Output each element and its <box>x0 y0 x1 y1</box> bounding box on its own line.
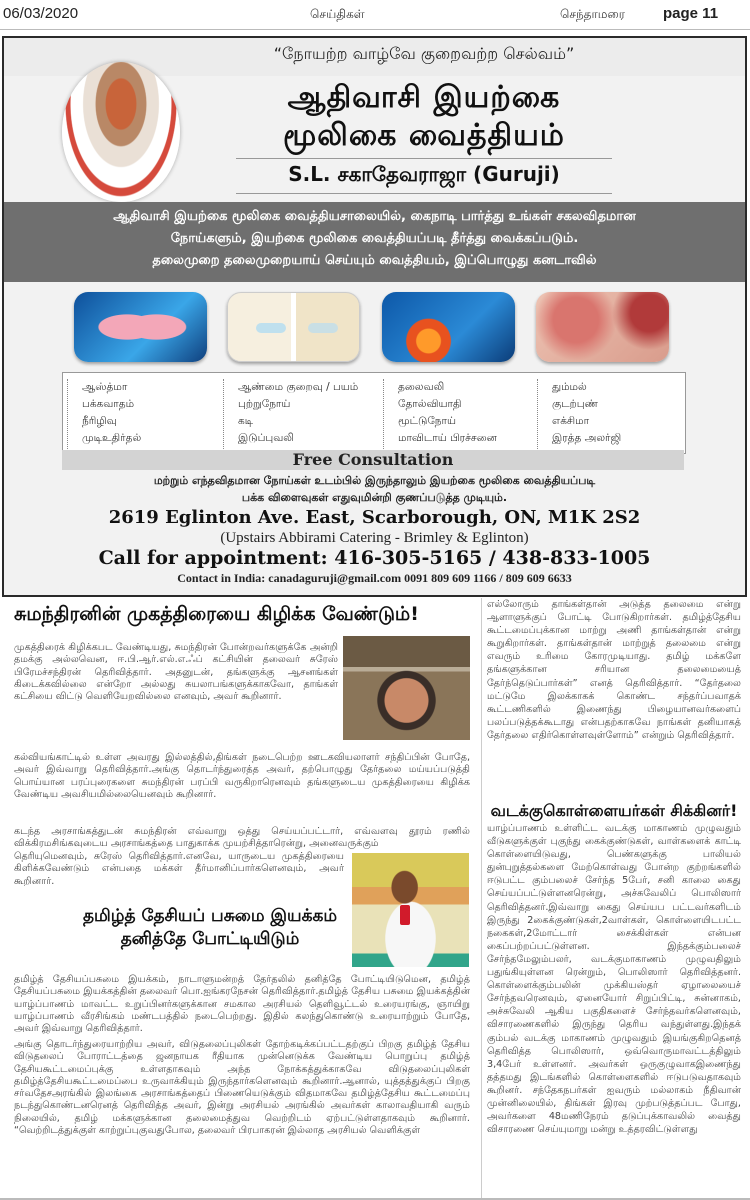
article2-paragraph: அங்கு தொடர்ந்துரையாற்றிய அவர், விடுதலைப்புலிகள் தோற்கடிக்கப்பட்டதற்குப் பிறகு தமிழ்த் தேசிய விடுதலைப் போராட்டத்தை ஜனநாயக ரீதியாக முன்னெடுக்க வேண்டிய பொறுப்பு தமிழ்த் தேசியகூட்டமைப்புக்கு உள்ளதாகவும் அந்த நோக்கத்துக்காகவே விடுதலைப்புலிகள் தமிழ்த்தேசியகூட்டமைப்பை உருவாக்கியும் இருந்தார்களெனவும் கூறினார்.ஆனால், யுத்தத்துக்குப் பிறகு சர்வதேசஅரங்கில் இலங்கை அரசாங்கத்தைப் பிணையெடுக்கும் விதமாகவே தமிழ்த்தேசிய கூட்டமைப்பு நடந்துகொண்டனரெனத் தெரிவித்த அவர், இன்று அரசியல் அரங்கில் அவர்கள் காலாவதியாகி வரும் நிலையில், தமிழ் மக்களுக்கான தலைமைத்துவ வெற்றிடம் ஏற்பட்டுள்ளதாகவும் கூறினார். “வெற்றிடத்துக்குள் காற்றுப்புகுவதுபோல, தலைவர் பிரபாகரன் இல்லாத அரசியல் வெளிக்குள் <box>14 1039 470 1137</box>
skin-allergy-image <box>536 292 669 362</box>
clinic-address: 2619 Eglinton Ave. East, Scarborough, ON, M1K 2S2 <box>108 507 641 528</box>
ad-title-line2: மூலிகை வைத்தியம் <box>283 118 565 153</box>
microphone-icon <box>400 905 410 925</box>
ad-slogan: “நோயற்ற வாழ்வே குறைவற்ற செல்வம்” <box>273 44 575 63</box>
india-contact: Contact in India: canadaguruji@gmail.com 0091 809 609 1166 / 809 609 6633 <box>177 571 572 585</box>
divider <box>236 193 612 194</box>
newspaper-name: செந்தாமரை <box>560 7 625 21</box>
appointment-phone: Call for appointment: 416-305-5165 / 438-833-1005 <box>98 547 651 569</box>
page-number: page 11 <box>663 5 719 22</box>
issue-date: 06/03/2020 <box>3 5 79 22</box>
condition-item: இடுப்புவலி <box>238 432 294 444</box>
article1-headline: சுமந்திரனின் முகத்திரையை கிழிக்க வேண்டும்! <box>14 603 419 625</box>
article2-headline <box>75 905 345 951</box>
article2-continuation: எல்லோரும் தாங்கள்தான் அடுத்த தலைமை என்று ஆளாளுக்குப் போட்டி போடுகிறார்கள். தமிழ்த்தேசிய கூட்டமைப்புக்கான மாற்று அணி தாங்கள்தான் என்று கூறுகிறார்கள். தாங்கள்தான் மாற்றுத் தலைமை என்று எவரும் உரிமை கோரமுடியாது. தமிழ் மக்களே தங்களுக்கான சரியான தலைமையைத் தேர்ந்தெடுப்பார்கள்” எனத் தெரிவித்தார். “தேர்தலை மட்டுமே இலக்காகக் கொண்ட சந்தர்ப்பவாதக் கூட்டணிகளில் இணைந்து பிழையானவர்களைப் பலப்படுத்தக்கூடாது என்பதற்காகவே நாங்கள் தனியாகத் தேர்தலை எதிர்கொள்ளவுள்ளோம்” என்றும் தெரிவித்தார். <box>487 599 741 741</box>
condition-item: இரத்த அலர்ஜி <box>552 432 622 444</box>
condition-item: நீரிழிவு <box>82 415 117 427</box>
knee-joint-image <box>227 292 360 362</box>
herbal-medicine-advertisement <box>2 36 747 597</box>
article1-paragraph: தெரியுமெனவும், சுரேஸ் தெரிவித்தார்.எனவே, யாருடைய முகத்திரையை கிளிக்கவேண்டும் என்பதை மக்கள் தீர்மானிப்பார்களெனவும், அவர் கூறினார். <box>14 851 344 887</box>
article2-headline-line: தமிழ்த் தேசியப் பசுமை இயக்கம் <box>82 906 338 926</box>
section-name: செய்திகள் <box>310 7 365 21</box>
article1-paragraph: முகத்திரைக் கிழிக்கபட வேண்டியது, சுமந்திரன் போன்றவர்களுக்கே அன்றி தமக்கு அல்லவென, ஈ.பி.ஆர்.எல்.எ.ஃப் கட்சியின் தலைவர் சுரேஸ் பிரேமச்சந்திரன் தெரிவித்தார். அதனுடன், தங்களுக்கு ஆசனங்கள் கிடைக்கவில்லை என்றோ அல்லது சுயலாபங்களுக்காகவோ, தாங்கள் கட்சியை விட்டு வெளியேறவில்லை எனவும், அவர் கூறினார். <box>14 642 338 703</box>
article2-paragraph: தமிழ்த் தேசியப்பசுமை இயக்கம், நாடாளுமன்றத் தேர்தலில் தனித்தே போட்டியிடுமென, தமிழ்த் தேசியப்பசுமை இயக்கத்தின் தலைவர் பொ.ஐங்கரநேசன் தெரிவித்தார்.தமிழ்த் தேசிய பசுமை இயக்கத்தின் யாழ்ப்பாணம் மாவட்ட உறுப்பினர்களுக்கான சமகால அரசியல் தெளிவூட்டல் உரையரங்கு, ஞாயிறு யாழ்ப்பாணம் வீரசிங்கம் மண்டபத்தில் நடைபெற்றது. இதில் கலந்துகொண்டு உரையாற்றும் போதே, அவர் இவ்வாறு தெரிவித்தார். <box>14 974 470 1035</box>
article2-headline-line: தனித்தே போட்டியிடும் <box>120 929 300 949</box>
article1-photo <box>343 636 470 740</box>
article3-headline: வடக்குகொள்ளையர்கள் சிக்கினர்! <box>490 801 738 820</box>
article3-paragraph: யாழ்ப்பாணம் உள்ளிட்ட வடக்கு மாகாணம் முழுவதும் வீடுகளுக்குள் புகுந்து கைக்குண்டுகள், வாள்களைக் காட்டி கொள்ளையிடுவது, பெண்களுக்கு பாலியல் துன்புறுத்தல்களை மேற்கொள்வது போன்ற குற்றங்களில் ஈடுபட்ட கும்பலைச் சேர்ந்த 5பேர், சனி காலை கைது செய்யப்பட்டுள்ளனரென்று, அச்சுவேலிப் பொலிஸார் தெரிவித்தனர்.இவ்வாறு கைது செய்யப பட்டவர்களிடம் இருந்து 2கைக்குண்டுகள்,2வாள்கள், கொள்ளையிடபட்ட நகைகள்,2மோட்டார் சைக்கிள்கள் என்பன கைப்பற்றப்பட்டுள்ளன. இந்தக்கும்பலைச் சேர்ந்தமேலும்பலர், வடக்குமாகாணம் முழுவதிலும் பதுங்கியுள்ளன ரென்றும், பொலிஸார் தெரிவித்தனர். கொள்ளைக்கும்பலின் முக்கியஸ்தர் ஏழாலையைச் சேர்ந்தவரெனவும், ஏனையோர் சிறுப்பிட்டி, சுன்னாகம், அச்சுவேலி ஆகிய பகுதிகளைச் சேர்ந்தவர்களெனவும், விசாரணைகளில் இருந்து தெரிய வந்துள்ளது.இந்தக் கும்பல் வடக்கு மாகாணம் முழுவதும் இயங்குகிறதெனத் தெரிவித்த பொலிஸார், ஒவ்வொருமாவட்டத்திலும் 3,4பேர் உள்ளனர். அவர்கள் ஒருகுழுவாகஇணைந்து தத்தமது இடங்களில் கொள்ளைகளில் ஈடுபடுவதாகவும் கூறினர். சந்தேகநபர்கள் ஐவரும் மல்லாகம் நீதிவான் முன்னிலையில், திங்கள் இரவு முற்படுத்தப்பட போது, அவர்களை 48மணிநேரம் தடுப்புக்காவலில் வைத்து விசாரணை செய்யுமாறு மன்று உத்தரவிட்டுள்ளது <box>487 823 741 1136</box>
ad-note-line2: பக்க விளைவுகள் எதுவுமின்றி குணப்படுத்த முடியும். <box>241 491 508 504</box>
conditions-column <box>537 379 677 449</box>
ad-description-band <box>4 202 745 282</box>
conditions-list <box>62 372 686 454</box>
hip-pain-image <box>382 292 515 362</box>
page-header <box>0 0 750 30</box>
practitioner-name: S.L. சகாதேவராஜா (Guruji) <box>288 162 560 186</box>
condition-images <box>72 292 672 368</box>
condition-item: எக்சிமா <box>552 415 590 427</box>
condition-item: குடற்புண் <box>552 398 598 410</box>
condition-item: பக்கவாதம் <box>82 398 135 410</box>
guruji-portrait-image <box>62 62 180 202</box>
article1-paragraph: கடந்த அரசாங்கத்துடன் சுமந்திரன் எவ்வாறு ஒத்து செய்யப்பட்டார், எவ்வளவு தூரம் ரணில் விக்கிரமசிங்கவுடைய அரசாங்கத்தை பாதுகாக்க முயற்சித்தாரென்று, அனைவருக்கும் <box>14 826 470 850</box>
condition-item: கடி <box>238 415 254 427</box>
condition-item: தும்மல் <box>552 381 587 393</box>
column-divider <box>481 598 482 1200</box>
condition-item: ஆஸ்த்மா <box>82 381 128 393</box>
ad-description-line: ஆதிவாசி இயற்கை மூலிகை வைத்தியசாலையில், கைநாடி பார்த்து உங்கள் சகலவிதமான <box>113 209 636 224</box>
conditions-column <box>223 379 383 449</box>
conditions-column <box>383 379 543 449</box>
condition-item: மாவிடாய் பிரச்சனை <box>398 432 497 444</box>
condition-item: தலைவலி <box>398 381 445 393</box>
article2-photo <box>352 853 469 967</box>
ad-note-line1: மற்றும் எந்தவிதமான நோய்கள் உடம்பில் இருந்தாலும் இயற்கை மூலிகை வைத்தியப்படி <box>153 474 596 487</box>
divider <box>236 158 612 159</box>
ad-description-line: தலைமுறை தலைமுறையாய் செய்யும் வைத்தியம், இப்பொழுது கனடாவில் <box>152 253 597 268</box>
conditions-column <box>67 379 222 449</box>
condition-item: முடிஉதிர்தல் <box>82 432 142 444</box>
article1-paragraph: கல்வியங்காட்டில் உள்ள அவரது இல்லத்தில்,திங்கள் நடைபெற்ற ஊடகவியலாளர் சந்திப்பின் போதே, அவர் இவ்வாறு தெரிவித்தார்.அங்கு தொடர்ந்துரைத்த அவர், தற்பொழுது தேர்தலை மய்யப்படுத்தி பொய்யான பரப்புரைகளை சுமந்திரன் பரப்பி வருகிறாரெனவும் தங்களுடைய முகத்திரையை கிழிக்க வேண்டிய அவசியமில்லையெனவும் கூறினார். <box>14 752 470 800</box>
condition-item: ஆண்மை குறைவு / பயம் <box>238 381 359 393</box>
ad-description-line: நோய்களும், இயற்கை மூலிகை வைத்தியப்படி தீர்த்து வைக்கப்படும். <box>170 231 579 246</box>
condition-item: தோல்வியாதி <box>398 398 462 410</box>
ad-title-line1: ஆதிவாசி இயற்கை <box>287 80 561 115</box>
lungs-image <box>74 292 207 362</box>
condition-item: புற்றுநோய் <box>238 398 291 410</box>
clinic-address-landmark: (Upstairs Abbirami Catering - Brimley & Eglinton) <box>220 530 529 546</box>
free-consultation-banner: Free Consultation <box>62 450 684 470</box>
condition-item: மூட்டுநோய் <box>398 415 457 427</box>
